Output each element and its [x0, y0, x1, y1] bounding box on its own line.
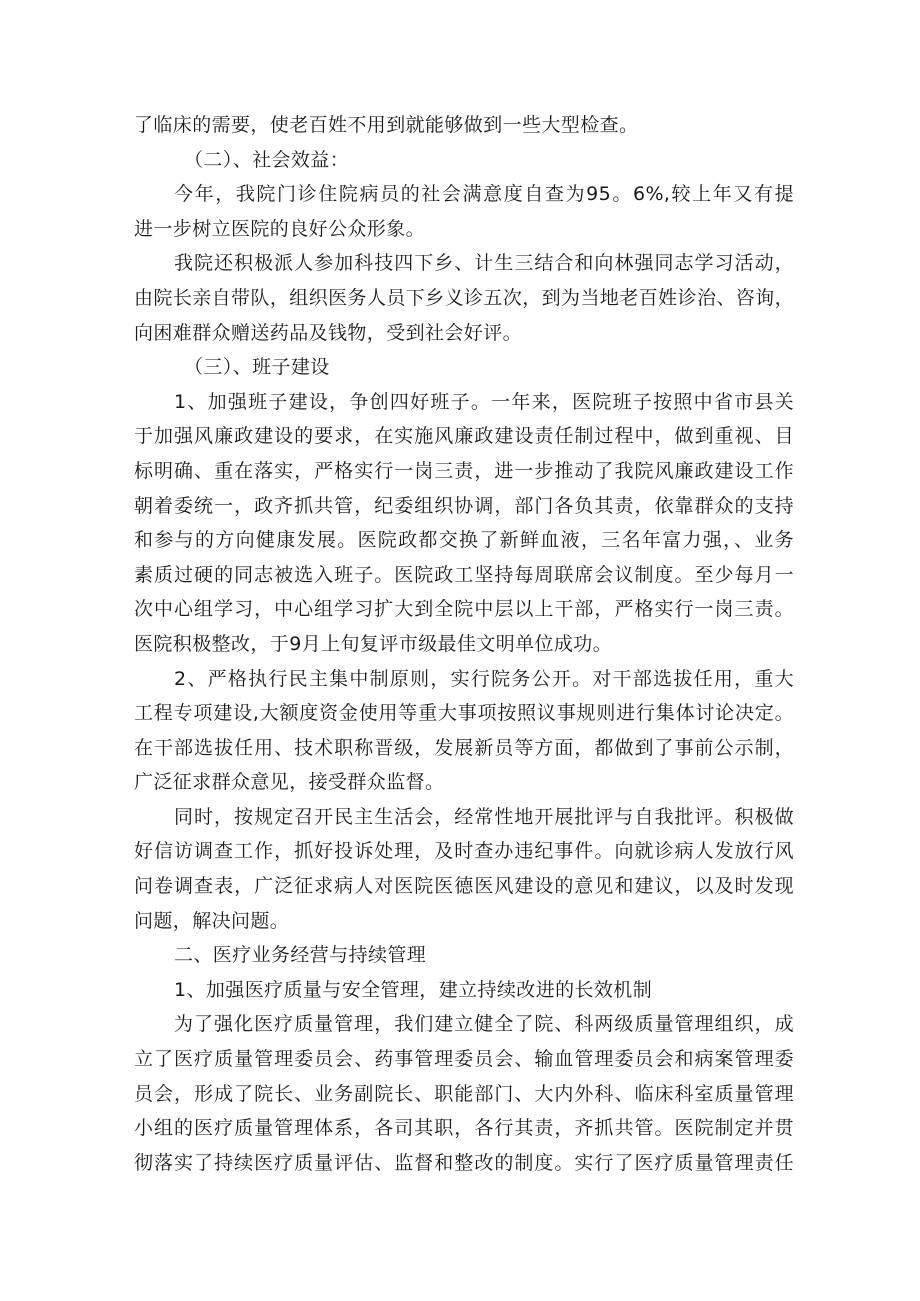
text-line: 员会，形成了院长、业务副院长、职能部门、大内外科、临床科室质量管理	[134, 1082, 794, 1105]
text-line: 标明确、重在落实，严格实行一岗三责，进一步推动了我院风廉政建设工作	[134, 459, 794, 482]
text-line: 和参与的方向健康发展。医院政都交换了新鲜血液，三名年富力强，、业务	[134, 529, 794, 552]
text-line: 2、严格执行民主集中制原则，实行院务公开。对干部选拔任用，重大	[174, 667, 794, 690]
text-line: 了临床的需要，使老百姓不用到就能够做到一些大型检查。	[134, 114, 639, 136]
text-line: 今年，我院门诊住院病员的社会满意度自查为95。6%,较上年又有提	[174, 183, 794, 206]
text-line: 1、加强医疗质量与安全管理，建立持续改进的长效机制	[174, 978, 653, 1001]
text-line: 于加强风廉政建设的要求，在实施风廉政建设责任制过程中，做到重视、目	[134, 425, 794, 448]
text-line: 二、医疗业务经营与持续管理	[174, 944, 427, 967]
text-line: 好信访调查工作，抓好投诉处理，及时查办违纪事件。向就诊病人发放行风	[134, 840, 794, 863]
text-line: 问题，解决问题。	[134, 909, 290, 932]
document-body	[134, 108, 794, 1180]
text-line: 我院还积极派人参加科技四下乡、计生三结合和向林强同志学习活动，	[174, 252, 794, 275]
text-line: 工程专项建设,大额度资金使用等重大事项按照议事规则进行集体讨论决定。	[134, 702, 794, 725]
text-line: 进一步树立医院的良好公众形象。	[134, 217, 426, 240]
text-line: 为了强化医疗质量管理，我们建立健全了院、科两级质量管理组织，成	[174, 1013, 794, 1036]
text-line: 次中心组学习，中心组学习扩大到全院中层以上干部，严格实行一岗三责。	[134, 598, 794, 621]
text-line: 由院长亲自带队，组织医务人员下乡义诊五次，到为当地老百姓诊治、咨询，	[134, 286, 794, 309]
text-line: （三）、班子建设	[184, 356, 330, 379]
text-line: 在干部选拔任用、技术职称晋级，发展新员等方面，都做到了事前公示制，	[134, 736, 794, 759]
text-line: （二）、社会效益：	[184, 148, 350, 171]
text-line: 广泛征求群众意见，接受群众监督。	[134, 771, 445, 794]
text-line: 立了医疗质量管理委员会、药事管理委员会、输血管理委员会和病案管理委	[134, 1048, 794, 1071]
text-line: 彻落实了持续医疗质量评估、监督和整改的制度。实行了医疗质量管理责任	[134, 1151, 794, 1174]
text-line: 向困难群众赠送药品及钱物，受到社会好评。	[134, 321, 523, 344]
text-line: 1、加强班子建设，争创四好班子。一年来，医院班子按照中省市县关	[174, 390, 794, 413]
text-line: 同时，按规定召开民主生活会，经常性地开展批评与自我批评。积极做	[174, 805, 794, 828]
text-line: 素质过硬的同志被选入班子。医院政工坚持每周联席会议制度。至少每月一	[134, 563, 794, 586]
text-line: 朝着委统一，政齐抓共管，纪委组织协调，部门各负其责，依靠群众的支持	[134, 494, 794, 517]
text-line: 医院积极整改，于9月上旬复评市级最佳文明单位成功。	[134, 632, 613, 655]
text-line: 小组的医疗质量管理体系，各司其职，各行其责，齐抓共管。医院制定并贯	[134, 1117, 794, 1140]
text-line: 问卷调查表，广泛征求病人对医院医德医风建设的意见和建议，以及时发现	[134, 875, 794, 898]
